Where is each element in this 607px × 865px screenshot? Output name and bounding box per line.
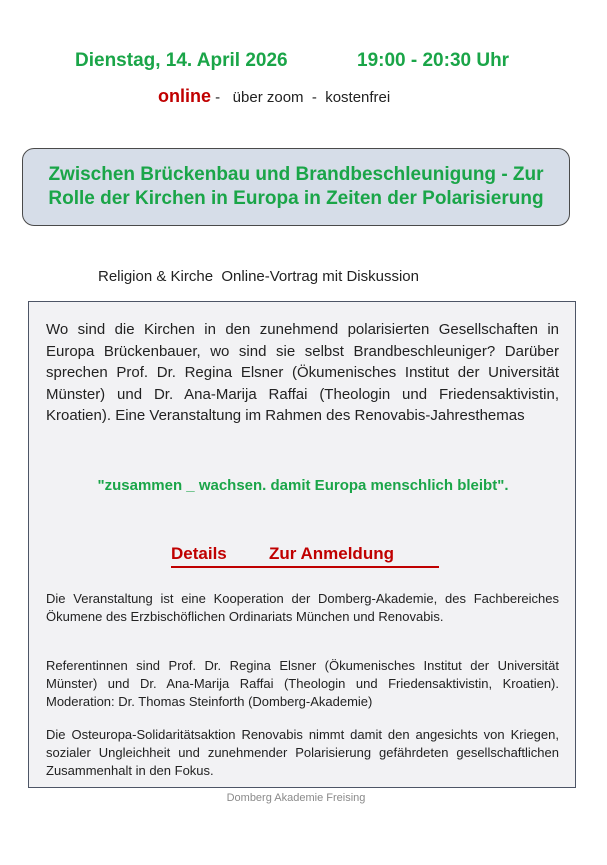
details-link[interactable]: Details — [171, 544, 227, 563]
cooperation-paragraph: Die Veranstaltung ist eine Kooperation der Domberg-Akademie, des Fachbereiches Ökumene des Erzbischöflichen Ordinariats München und Renovabis. — [46, 591, 559, 624]
speakers-paragraph: Referentinnen sind Prof. Dr. Regina Elsner (Ökumenisches Institut der Universität Münster) und Dr. Ana-Marija Raffai (Theologin und Friedensaktivistin, Kroatien). Moderation: Dr. Thomas Steinforth (Domberg-Akademie) — [46, 658, 559, 709]
event-date-time — [0, 50, 607, 76]
links-row — [171, 544, 439, 568]
event-date: Dienstag, 14. April 2026 — [75, 50, 288, 71]
content-box — [28, 301, 576, 788]
event-category: Religion & Kirche Online-Vortrag mit Diskussion — [98, 268, 419, 285]
event-time: 19:00 - 20:30 Uhr — [357, 50, 510, 71]
footer-credit: Domberg Akademie Freising — [226, 792, 366, 804]
mode-details: - über zoom - kostenfrei — [211, 89, 391, 106]
intro-text: Wo sind die Kirchen in den zunehmend polarisierten Gesellschaften in Europa Brückenbauer, wo sind sie selbst Brandbeschleuniger? Darüber sprechen Prof. Dr. Regina Elsner (Ökumenisches Institut der Universität Münster) und Dr. Ana-Marija Raffai (Theologin und Friedensaktivistin, Kroatien). Eine Veranstaltung im Rahmen des Renovabis-Jahresthemas — [46, 321, 559, 424]
motto-quote: "zusammen _ wachsen. damit Europa menschlich bleibt". — [97, 477, 509, 494]
title-box — [22, 148, 570, 226]
registration-link[interactable]: Zur Anmeldung — [269, 544, 394, 563]
event-mode — [158, 86, 390, 107]
online-label: online — [158, 86, 211, 106]
event-title: Zwischen Brückenbau und Brandbeschleunigung - Zur Rolle der Kirchen in Europa in Zeiten der Polarisierung — [48, 164, 544, 209]
focus-paragraph: Die Osteuropa-Solidaritätsaktion Renovabis nimmt damit den angesichts von Kriegen, sozialer Ungleichheit und zunehmender Polarisierung gefährdeten gesellschaftlichen Zusammenhalt in den Fokus. — [46, 727, 559, 778]
